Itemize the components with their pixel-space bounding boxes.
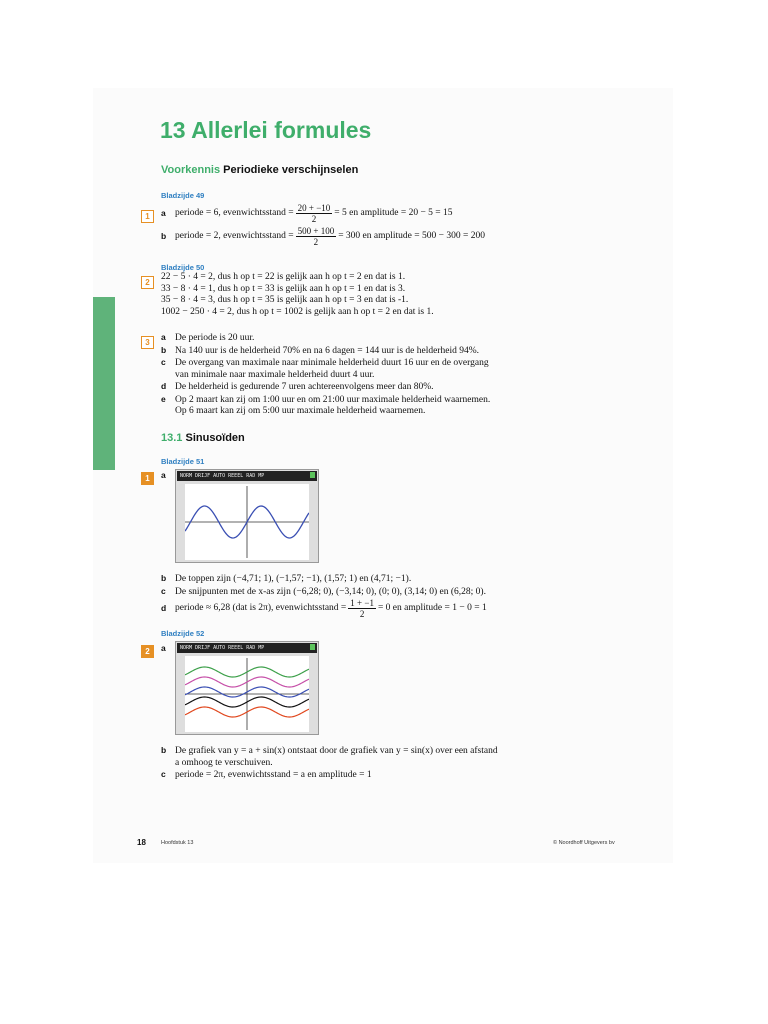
calculator-screen-2	[175, 641, 319, 735]
ex1-item: b De toppen zijn (−4,71; 1), (−1,57; −1), (1,57; 1) en (4,71; −1).	[161, 573, 412, 584]
fraction: $\frac{500 + 100}{2}$	[297, 226, 335, 247]
q3-items	[161, 332, 490, 418]
q1-a: a periode = 6, evenwichtsstand = $\frac{20 + -10}{2}$ = 5 en amplitude = 20 − 5 = 15	[161, 203, 453, 224]
q2-line: 1002 − 250 · 4 = 2, dus h op t = 1002 is gelijk aan h op t = 2 en dat is 1.	[161, 306, 434, 317]
q3-item: d De helderheid is gedurende 7 uren achtereenvolgens meer dan 80%.	[161, 381, 434, 392]
q2-line: 33 − 8 · 4 = 1, dus h op t = 33 is gelijk aan h op t = 1 en dat is 3.	[161, 283, 406, 294]
calculator-status-bar: NORM DRIJF AUTO REEEL RAD MP	[177, 471, 317, 481]
page-number: 18	[137, 838, 146, 847]
fraction: $\frac{1 + -1}{2}$	[350, 598, 374, 619]
q3-item: van minimale naar maximale helderheid duurt 4 uur.	[175, 369, 375, 380]
ex1-item: c De snijpunten met de x-as zijn (−6,28; 0), (−3,14; 0), (0; 0), (3,14; 0) en (6,28; 0).	[161, 585, 486, 597]
question-number-3: 3	[141, 332, 154, 350]
ex1-a-label: a	[161, 470, 166, 480]
fraction: $\frac{20 + -10}{2}$	[297, 203, 331, 224]
question-number-2: 2	[141, 272, 154, 290]
page-ref-51: Bladzijde 51	[161, 457, 205, 466]
q2-line: 22 − 5 · 4 = 2, dus h op t = 22 is gelijk aan h op t = 2 en dat is 1.	[161, 272, 406, 282]
q2-lines	[161, 272, 434, 318]
ex2-a-label: a	[161, 643, 166, 653]
ex2-item: a omhoog te verschuiven.	[175, 757, 273, 768]
page-ref-49: Bladzijde 49	[161, 191, 205, 200]
section-voorkennis: Voorkennis Periodieke verschijnselen	[161, 164, 359, 176]
calculator-status-bar: NORM DRIJF AUTO REEEL RAD MP	[177, 643, 317, 653]
exercise-number-2: 2	[141, 641, 154, 659]
ex2-item: c periode = 2π, evenwichtsstand = a en amplitude = 1	[161, 769, 372, 780]
battery-icon	[310, 472, 315, 478]
footer-copyright: © Noordhoff Uitgevers bv	[553, 840, 615, 846]
exercise-number-1: 1	[141, 468, 154, 486]
ex2-item: b De grafiek van y = a + sin(x) ontstaat door de grafiek van y = sin(x) over een afstand	[161, 745, 498, 756]
page-ref-52: Bladzijde 52	[161, 629, 205, 638]
q3-item: e Op 2 maart kan zij om 1:00 uur en om 21:00 uur maximale helderheid waarnemen.	[161, 393, 491, 405]
ex1-d: d periode ≈ 6,28 (dat is 2π), evenwichtsstand = $\frac{1 + -1}{2}$ = 0 en amplitude = 1 − 0 = 1	[161, 598, 487, 619]
chapter-title: 13 Allerlei formules	[160, 117, 372, 143]
q3-item: c De overgang van maximale naar minimale helderheid duurt 16 uur en de overgang	[161, 357, 489, 368]
section-13-1: 13.1 Sinusoïden	[161, 432, 245, 444]
q3-item: Op 6 maart kan zij om 5:00 uur maximale helderheid waarnemen.	[175, 406, 426, 416]
question-number-1: 1	[141, 206, 154, 224]
battery-icon	[310, 644, 315, 650]
chapter-tab-marker	[93, 297, 115, 470]
q3-item: b Na 140 uur is de helderheid 70% en na 6 dagen = 144 uur is de helderheid 94%.	[161, 344, 479, 356]
q1-b: b periode = 2, evenwichtsstand = $\frac{500 + 100}{2}$ = 300 en amplitude = 500 − 300 = 200	[161, 226, 485, 247]
footer-chapter: Hoofdstuk 13	[161, 840, 194, 846]
sine-graphs-2	[185, 656, 309, 732]
ex1-items	[161, 573, 486, 598]
ex2-items	[161, 745, 498, 782]
q2-line: 35 − 8 · 4 = 3, dus h op t = 35 is gelijk aan h op t = 3 en dat is -1.	[161, 295, 409, 305]
q3-item: a De periode is 20 uur.	[161, 332, 255, 343]
calculator-screen-1	[175, 469, 319, 563]
sine-graph-1	[185, 484, 309, 560]
page-ref-50: Bladzijde 50	[161, 263, 205, 272]
